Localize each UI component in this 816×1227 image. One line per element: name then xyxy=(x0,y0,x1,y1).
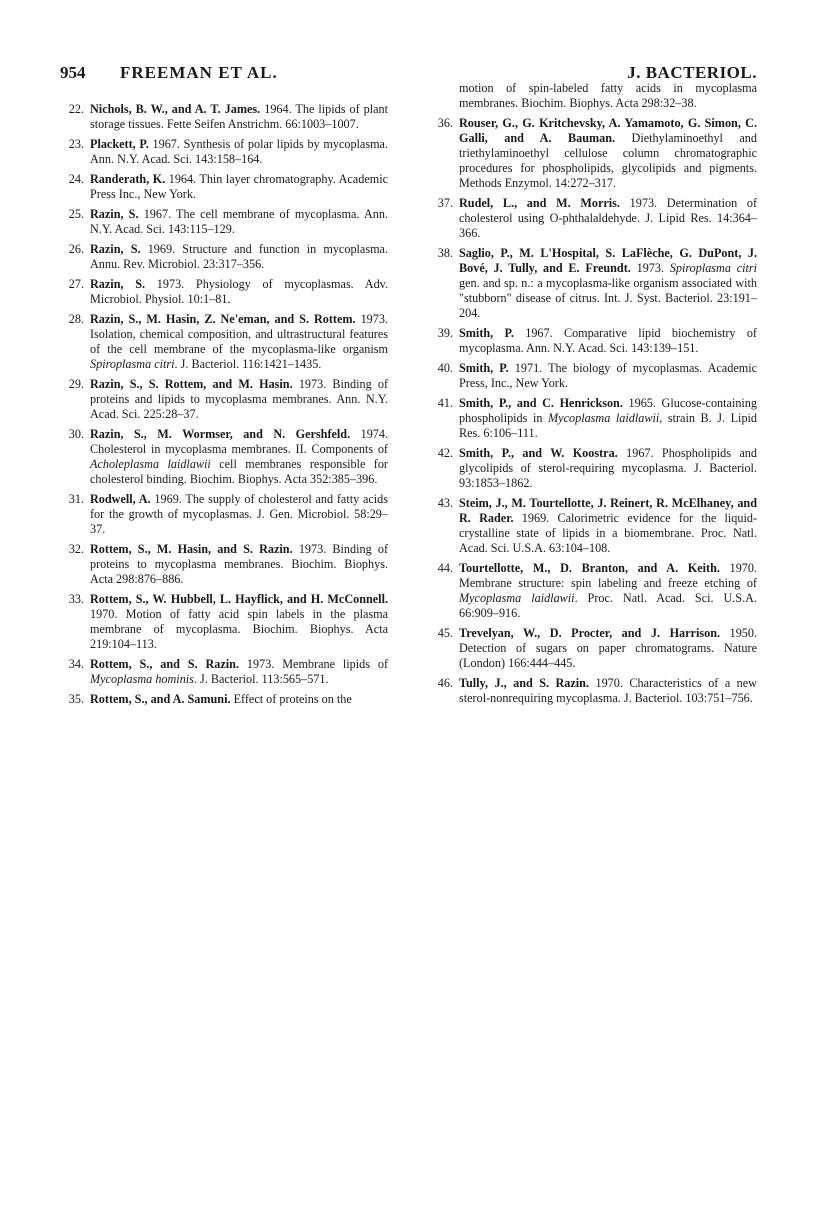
reference-species: Mycoplasma hominis xyxy=(90,672,194,686)
reference-text: 1964. The lipids of plant storage tissues. Fette Seifen Anstrichm. 66:1003–1007. xyxy=(90,102,388,131)
reference-entry xyxy=(429,496,757,556)
reference-text: 1973. Determination of cholesterol using O-phthalaldehyde. J. Lipid Res. 14:364–366. xyxy=(459,196,757,240)
reference-authors: Trevelyan, W., D. Procter, and J. Harrison. xyxy=(459,626,721,640)
reference-authors: Razin, S. xyxy=(90,207,139,221)
reference-number: 36. xyxy=(437,116,453,130)
reference-text: 1973. Physiology of mycoplasmas. Adv. Microbiol. Physiol. 10:1–81. xyxy=(90,277,389,306)
reference-authors: Nichols, B. W., and A. T. James. xyxy=(90,102,261,116)
reference-authors: Saglio, P., M. L'Hospital, S. LaFlèche, G. DuPont, J. Bové, J. Tully, and E. Freundt. xyxy=(459,246,757,275)
reference-number: 22. xyxy=(68,102,84,116)
reference-text: 1967. Phospholipids and glycolipids of sterol-requiring mycoplasma. J. Bacteriol. 93:1853–1862. xyxy=(459,446,757,490)
reference-authors: Tully, J., and S. Razin. xyxy=(459,676,590,690)
reference-text: 1967. The cell membrane of mycoplasma. Ann. N.Y. Acad. Sci. 143:115–129. xyxy=(90,207,389,236)
reference-number: 31. xyxy=(68,492,84,506)
reference-entry xyxy=(60,102,388,132)
reference-authors: Razin, S., M. Wormser, and N. Gershfeld. xyxy=(90,427,351,441)
reference-authors: Razin, S. xyxy=(90,277,146,291)
reference-text: 1965. Glucose-containing phospholipids in xyxy=(459,396,757,425)
reference-number: 28. xyxy=(68,312,84,326)
reference-entry xyxy=(429,116,757,191)
reference-species: Spiroplasma citri xyxy=(669,261,758,275)
reference-number: 42. xyxy=(437,446,453,460)
reference-authors: Rouser, G., G. Kritchevsky, A. Yamamoto, G. Simon, C. Galli, and A. Bauman. xyxy=(459,116,757,145)
references-left-column xyxy=(60,102,388,712)
reference-number: 24. xyxy=(68,172,84,186)
reference-entry xyxy=(60,377,388,422)
reference-text: 1973. xyxy=(636,261,670,275)
reference-number: 27. xyxy=(68,277,84,291)
reference-number: 43. xyxy=(437,496,453,510)
reference-authors: Razin, S. xyxy=(90,242,141,256)
reference-text: 1969. Structure and function in mycoplasma. Annu. Rev. Microbiol. 23:317–356. xyxy=(90,242,389,271)
reference-entry xyxy=(429,361,757,391)
reference-text: . J. Bacteriol. 113:565–571. xyxy=(193,672,329,686)
reference-continuation: motion of spin-labeled fatty acids in mycoplasma membranes. Biochim. Biophys. Acta 298:32–38. xyxy=(459,81,757,110)
reference-number: 45. xyxy=(437,626,453,640)
reference-text: Diethylaminoethyl and triethylaminoethyl cellulose column chromatographic procedures for phospholipids, glycolipids and pigments. Methods Enzymol. 14:272–317. xyxy=(459,131,757,190)
reference-number: 35. xyxy=(68,692,84,706)
reference-number: 23. xyxy=(68,137,84,151)
reference-number: 41. xyxy=(437,396,453,410)
reference-text: Effect of proteins on the xyxy=(233,692,352,706)
reference-text: 1969. Calorimetric evidence for the liquid-crystalline state of lipids in a biomembrane. Proc. Natl. Acad. Sci. U.S.A. 63:104–108. xyxy=(459,511,757,555)
reference-text: 1974. Cholesterol in mycoplasma membranes. II. Components of xyxy=(90,427,389,456)
reference-authors: Rodwell, A. xyxy=(90,492,151,506)
reference-text: gen. and sp. n.: a mycoplasma-like organism associated with "stubborn" disease of citrus. Int. J. Syst. Bacteriol. 23:191–204. xyxy=(459,276,757,320)
reference-entry xyxy=(429,326,757,356)
reference-entry xyxy=(60,137,388,167)
reference-number: 29. xyxy=(68,377,84,391)
reference-authors: Steim, J., M. Tourtellotte, J. Reinert, R. McElhaney, and R. Rader. xyxy=(459,496,757,525)
reference-entry xyxy=(60,542,388,587)
reference-entry xyxy=(429,561,757,621)
reference-text: 1970. Motion of fatty acid spin labels in the plasma membrane of mycoplasma. Biochim. Biophys. Acta 219:104–113. xyxy=(90,607,388,651)
references-right-column xyxy=(429,81,757,711)
reference-species: Mycoplasma laidlawii xyxy=(548,411,660,425)
reference-species: Mycoplasma laidlawii xyxy=(459,591,575,605)
reference-number: 33. xyxy=(68,592,84,606)
reference-entry xyxy=(60,207,388,237)
reference-text: . J. Bacteriol. 116:1421–1435. xyxy=(174,357,322,371)
reference-number: 38. xyxy=(437,246,453,260)
reference-entry xyxy=(429,246,757,321)
reference-authors: Smith, P., and W. Koostra. xyxy=(459,446,618,460)
reference-number: 32. xyxy=(68,542,84,556)
reference-authors: Smith, P. xyxy=(459,361,509,375)
reference-text: 1970. Characteristics of a new sterol-nonrequiring mycoplasma. J. Bacteriol. 103:751–756. xyxy=(459,676,757,705)
reference-authors: Rottem, S., W. Hubbell, L. Hayflick, and H. McConnell. xyxy=(90,592,388,606)
reference-text: 1967. Comparative lipid biochemistry of mycoplasma. Ann. N.Y. Acad. Sci. 143:139–151. xyxy=(459,326,757,355)
reference-entry xyxy=(60,312,388,372)
reference-authors: Tourtellotte, M., D. Branton, and A. Keith. xyxy=(459,561,720,575)
reference-authors: Smith, P. xyxy=(459,326,514,340)
reference-authors: Rottem, S., M. Hasin, and S. Razin. xyxy=(90,542,293,556)
reference-text: 1971. The biology of mycoplasmas. Academic Press, Inc., New York. xyxy=(459,361,757,390)
journal-name: J. BACTERIOL. xyxy=(627,63,757,82)
reference-number: 37. xyxy=(437,196,453,210)
reference-authors: Randerath, K. xyxy=(90,172,166,186)
reference-authors: Plackett, P. xyxy=(90,137,149,151)
reference-entry xyxy=(429,396,757,441)
reference-text: 1967. Synthesis of polar lipids by mycoplasma. Ann. N.Y. Acad. Sci. 143:158–164. xyxy=(90,137,389,166)
reference-number: 26. xyxy=(68,242,84,256)
reference-species: Acholeplasma laidlawii xyxy=(90,457,211,471)
page-number: 954 xyxy=(60,63,86,82)
reference-entry xyxy=(429,676,757,706)
reference-entry xyxy=(429,446,757,491)
reference-entry xyxy=(60,492,388,537)
reference-text: 1970. Membrane structure: spin labeling and freeze etching of xyxy=(459,561,758,590)
reference-entry xyxy=(60,692,388,707)
reference-number: 30. xyxy=(68,427,84,441)
reference-authors: Razin, S., S. Rottem, and M. Hasin. xyxy=(90,377,293,391)
reference-entry xyxy=(60,277,388,307)
reference-species: Spiroplasma citri xyxy=(90,357,175,371)
reference-number: 34. xyxy=(68,657,84,671)
reference-number: 39. xyxy=(437,326,453,340)
reference-text: 1973. Binding of proteins to mycoplasma membranes. Biochim. Biophys. Acta 298:876–886. xyxy=(90,542,389,586)
reference-authors: Smith, P., and C. Henrickson. xyxy=(459,396,623,410)
reference-entry xyxy=(429,196,757,241)
reference-text: , strain B. J. Lipid Res. 6:106–111. xyxy=(459,411,758,440)
reference-authors: Rudel, L., and M. Morris. xyxy=(459,196,620,210)
reference-number: 25. xyxy=(68,207,84,221)
reference-text: 1973. Binding of proteins and lipids to mycoplasma membranes. Ann. N.Y. Acad. Sci. 225:28–37. xyxy=(90,377,389,421)
reference-entry xyxy=(60,172,388,202)
reference-authors: Razin, S., M. Hasin, Z. Ne'eman, and S. Rottem. xyxy=(90,312,356,326)
running-authors: FREEMAN ET AL. xyxy=(120,63,278,82)
reference-number: 44. xyxy=(437,561,453,575)
reference-entry xyxy=(429,626,757,671)
reference-number: 46. xyxy=(437,676,453,690)
reference-text: . Proc. Natl. Acad. Sci. U.S.A. 66:909–916. xyxy=(459,591,757,620)
reference-text: 1964. Thin layer chromatography. Academic Press Inc., New York. xyxy=(90,172,388,201)
reference-authors: Rottem, S., and S. Razin. xyxy=(90,657,240,671)
reference-entry xyxy=(60,242,388,272)
reference-text: 1950. Detection of sugars on paper chromatograms. Nature (London) 166:444–445. xyxy=(459,626,758,670)
reference-entry xyxy=(60,427,388,487)
reference-entry xyxy=(60,592,388,652)
reference-text: 1973. Isolation, chemical composition, and ultrastructural features of the cell membrane of the mycoplasma-like organism xyxy=(90,312,388,356)
reference-authors: Rottem, S., and A. Samuni. xyxy=(90,692,231,706)
reference-text: 1969. The supply of cholesterol and fatty acids for the growth of mycoplasmas. J. Gen. Microbiol. 58:29–37. xyxy=(90,492,388,536)
reference-number: 40. xyxy=(437,361,453,375)
reference-text: cell membranes responsible for cholesterol binding. Biochim. Biophys. Acta 352:385–396. xyxy=(90,457,388,486)
reference-text: 1973. Membrane lipids of xyxy=(246,657,389,671)
reference-entry xyxy=(60,657,388,687)
